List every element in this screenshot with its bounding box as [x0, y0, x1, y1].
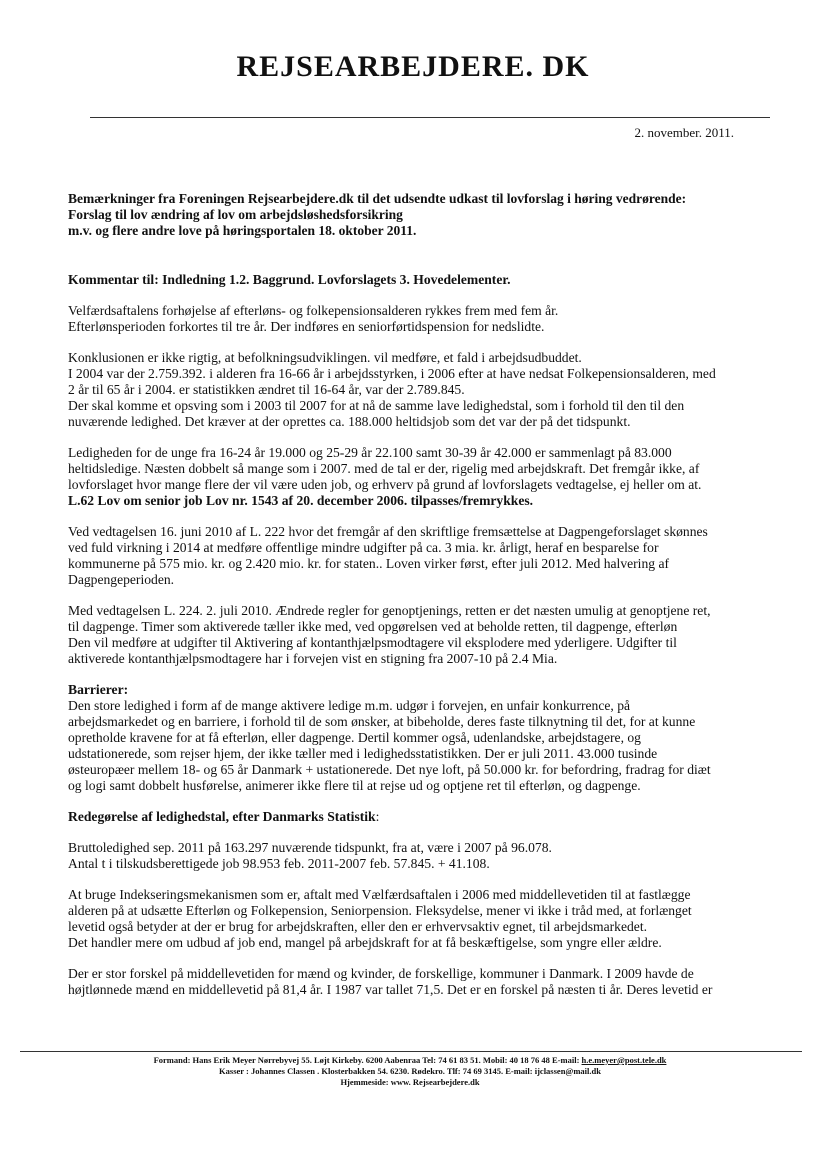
text-line: opretholde kravene for at få efterløn, eller dagpenge. Dertil kommer også, udenlandske, arbejdstagere, og [68, 730, 641, 745]
text-line: aktiverede kontanthjælpsmodtagere har i forvejen vist en stigning fra 2007-10 på 2.4 Mia. [68, 651, 558, 666]
paragraph [68, 603, 758, 667]
footer-website[interactable]: Hjemmeside: www. Rejsearbejdere.dk [340, 1077, 480, 1087]
text-line: Der er stor forskel på middellevetiden for mænd og kvinder, de forskellige, kommuner i Danmark. I 2009 havde de [68, 966, 694, 981]
paragraph [68, 524, 758, 588]
paragraph [68, 966, 758, 998]
law-reference: L.62 Lov om senior job Lov nr. 1543 af 20. december 2006. tilpasses/fremrykkes. [68, 493, 534, 508]
text-line: Konklusionen er ikke rigtig, at befolkningsudviklingen. vil medføre, et fald i arbejdsudbuddet. [68, 350, 582, 365]
text-line: Den store ledighed i form af de mange aktivere ledige m.m. udgør i forvejen, en unfair konkurrence, på [68, 698, 631, 713]
text-line: arbejdsmarkedet og en barriere, i forhold til de som ønsker, at bibeholde, deres faste tilknytning til det, for at kunne [68, 714, 696, 729]
footer-chairman-text: Formand: Hans Erik Meyer Nørrebyvej 55. Løjt Kirkeby. 6200 Aabenraa Tel: 74 61 83 51. Mobil: 40 18 76 48 E-mail: [153, 1055, 582, 1065]
text-line: til dagpenge. Timer som aktiverede tæller ikke med, ved opgørelsen ved at beholde retten, til dagpenge, efterløn [68, 619, 678, 634]
text-line: Ved vedtagelsen 16. juni 2010 af L. 222 hvor det fremgår af den skriftlige fremsættelse at Dagpengeforslaget skønnes [68, 524, 708, 539]
intro-heading [68, 191, 768, 239]
document-date: 2. november. 2011. [634, 125, 734, 140]
text-line: Efterlønsperioden forkortes til tre år. Der indføres en seniorførtidspension for nedslidte. [68, 319, 545, 334]
text-line: 2 år til 65 år i 2004. er statistikken ændret til 16-64 år, var der 2.789.845. [68, 382, 465, 397]
page-title: REJSEARBEJDERE. DK [236, 50, 590, 83]
intro-line: m.v. og flere andre love på høringsportalen 18. oktober 2011. [68, 223, 417, 238]
paragraph [68, 887, 758, 951]
text-line: og logi samt dobbelt husførelse, animerer ikke flere til at rejse ud og optjene ret til efterløn, og dagpenge. [68, 778, 641, 793]
text-line: Det handler mere om udbud af job end, mangel på arbejdskraft for at få beskæftigelse, som yngre eller ældre. [68, 935, 662, 950]
text-line: Ledigheden for de unge fra 16-24 år 19.000 og 25-29 år 22.100 samt 30-39 år 42.000 er sammenlagt på 83.000 [68, 445, 672, 460]
text-line: østeuropæer mellem 18- og 65 år Danmark + ustationerede. Det nye loft, på 50.000 kr. for befordring, fradrag for diæt [68, 762, 711, 777]
footer [60, 1055, 760, 1088]
paragraph [68, 840, 758, 872]
text-line: Med vedtagelsen L. 224. 2. juli 2010. Ændrede regler for genoptjenings, retten er det næsten umulig at genoptjene ret, [68, 603, 711, 618]
footer-treasurer: Kasser : Johannes Classen . Klosterbakken 54. 6230. Rødekro. Tlf: 74 69 3145. E-mail: ijclassen@mail.dk [219, 1066, 601, 1076]
text-line: Dagpengeperioden. [68, 572, 175, 587]
text-line: nuværende ledighed. Det kræver at der oprettes ca. 188.000 heltidsjob som det var der på det tidspunkt. [68, 414, 631, 429]
footer-divider [20, 1051, 802, 1052]
text-line: alderen på at udsætte Efterløn og Folkepension, Seniorpension. Fleksydelse, mener vi ikke i tråd med, at forlænget [68, 903, 692, 918]
text-line: højtlønnede mænd en middellevetid på 81,4 år. I 1987 var tallet 71,5. Det er en forskel på næsten ti år. Deres levetid er [68, 982, 713, 997]
text-line: Antal t i tilskudsberettigede job 98.953 feb. 2011-2007 feb. 57.845. + 41.108. [68, 856, 490, 871]
text-line: Den vil medføre at udgifter til Aktivering af kontanthjælpsmodtagere vil eksplodere med yderligere. Udgifter til [68, 635, 677, 650]
header-divider [90, 117, 770, 118]
text-line: Velfærdsaftalens forhøjelse af efterløns- og folkepensionsalderen rykkes frem med fem år. [68, 303, 559, 318]
text-line: levetid også betyder at der er brug for arbejdskraften, eller den er erhvervsaktiv egnet, til arbejdsmarkedet. [68, 919, 647, 934]
section-heading-redegoerelse [68, 809, 758, 825]
paragraph [68, 682, 758, 794]
footer-chairman [60, 1055, 760, 1066]
text-line: ved fuld virkning i 2014 at medføre offentlige mindre udgifter på ca. 3 mia. kr. årligt, heraf en besparelse for [68, 540, 659, 555]
text-line: At bruge Indekseringsmekanismen som er, aftalt med Vælfærdsaftalen i 2006 med middellevetiden til at fastlægge [68, 887, 691, 902]
text-line: kommunerne på 575 mio. kr. og 2.420 mio. kr. for staten.. Loven virker først, efter juli 2012. Med halvering af [68, 556, 670, 571]
intro-line: Forslag til lov ændring af lov om arbejdsløshedsforsikring [68, 207, 403, 222]
section-heading-colon: : [375, 809, 380, 824]
text-line: Bruttoledighed sep. 2011 på 163.297 nuværende tidspunkt, fra at, være i 2007 på 96.078. [68, 840, 552, 855]
text-line: udstationerede, som rejser hjem, der ikke tæller med i ledighedsstatistikken. Der er juli 2011. 43.000 tusinde [68, 746, 658, 761]
intro-line: Bemærkninger fra Foreningen Rejsearbejdere.dk til det udsendte udkast til lovforslag i høring vedrørende: [68, 191, 687, 206]
paragraph [68, 445, 758, 509]
paragraph [68, 303, 758, 335]
document-body [68, 272, 758, 1013]
text-line: lovforslaget hvor mange flere der vil være uden job, og erhverv på grund af lovforslagets vedtagelse, ej heller om at. [68, 477, 702, 492]
text-line: I 2004 var der 2.759.392. i alderen fra 16-66 år i arbejdsstyrken, i 2006 efter at have nedsat Folkepensionsalderen, med [68, 366, 716, 381]
section-heading-barrierer: Barrierer: [68, 682, 129, 697]
paragraph [68, 350, 758, 430]
text-line: Der skal komme et opsving som i 2003 til 2007 for at nå de samme lave ledighedstal, som i forhold til den til den [68, 398, 685, 413]
chairman-email-link[interactable]: h.e.meyer@post.tele.dk [581, 1055, 667, 1065]
text-line: heltidsledige. Næsten dobbelt så mange som i 2007. med de tal er der, rigelig med arbejdskraft. Det fremgår ikke, af [68, 461, 700, 476]
section-heading-kommentar: Kommentar til: Indledning 1.2. Baggrund. Lovforslagets 3. Hovedelementer. [68, 272, 511, 287]
section-heading-text: Redegørelse af ledighedstal, efter Danmarks Statistik [68, 809, 376, 824]
